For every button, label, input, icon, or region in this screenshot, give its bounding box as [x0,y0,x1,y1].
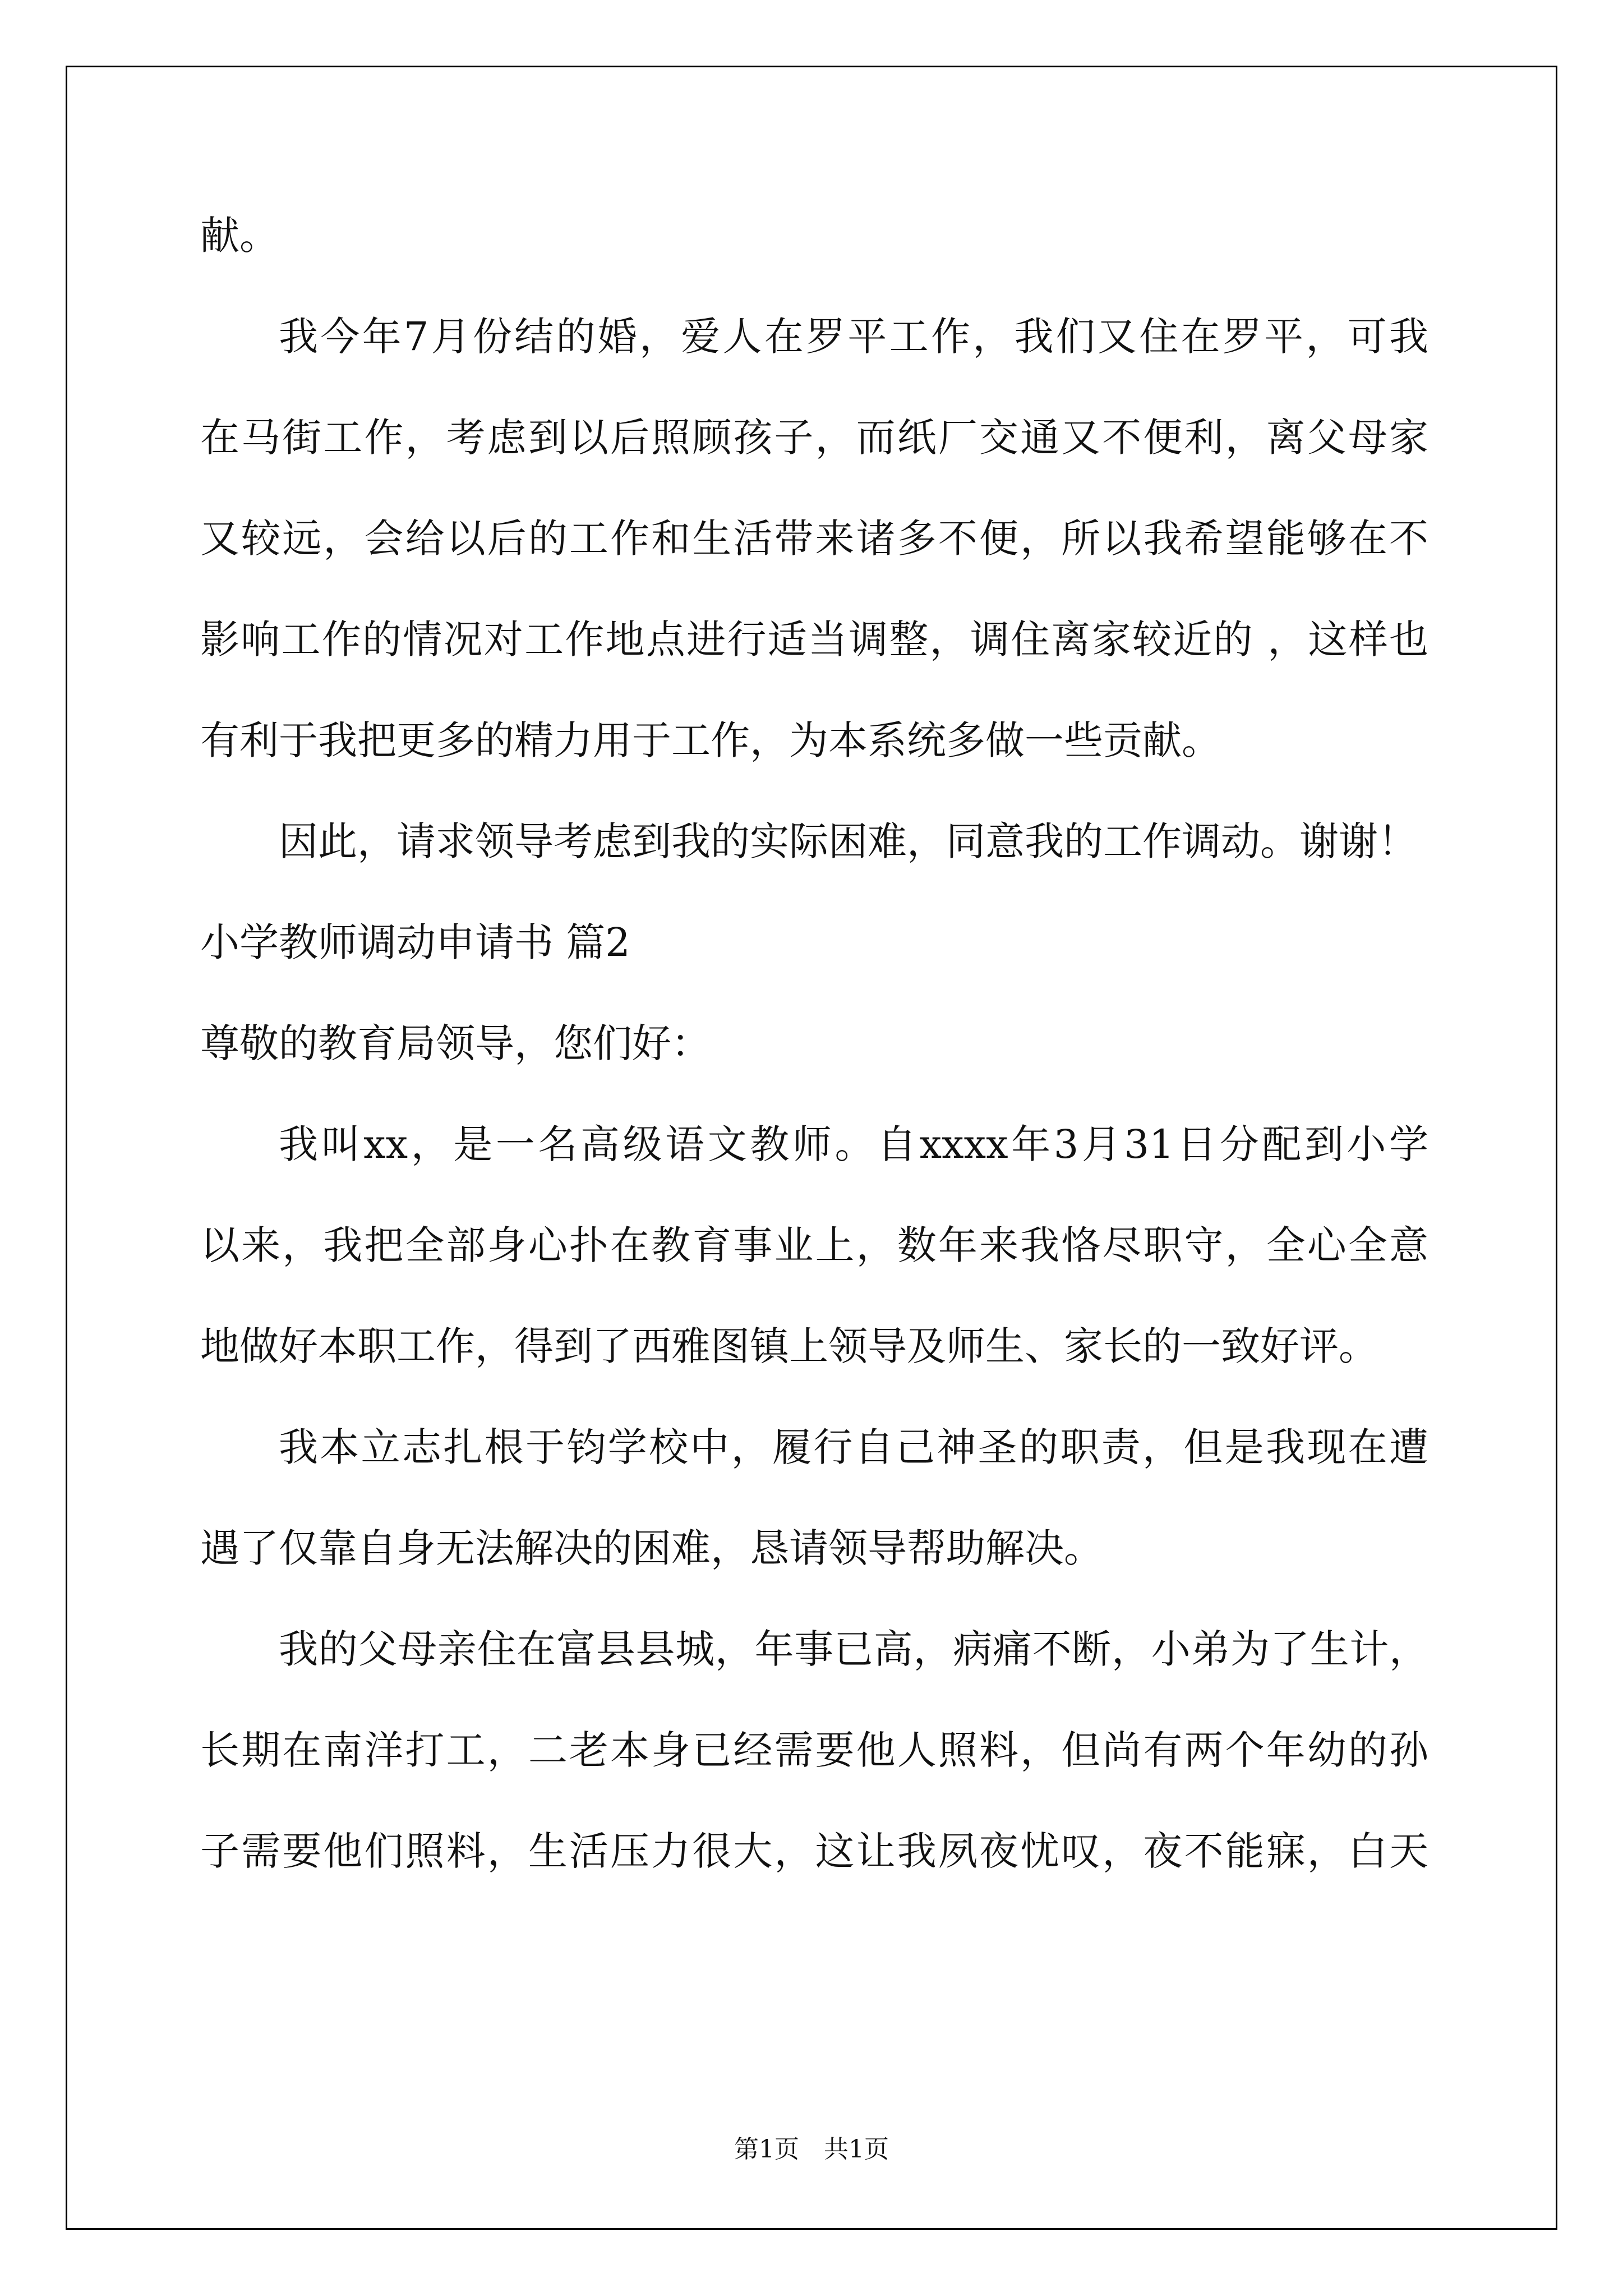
text-line: 长期在南洋打工，二老本身已经需要他人照料，但尚有两个年幼的孙 [200,1727,1428,1773]
text-line: 有利于我把更多的精力用于工作，为本系统多做一些贡献。 [200,717,1221,763]
text-line: 我的父母亲住在富县县城，年事已高，病痛不断，小弟为了生计， [279,1626,1428,1672]
text-line: 以来，我把全部身心扑在教育事业上，数年来我恪尽职守，全心全意 [200,1222,1428,1268]
salutation: 尊敬的教育局领导，您们好： [200,1020,711,1066]
text-line: 子需要他们照料，生活压力很大，这让我夙夜忧叹，夜不能寐，白天 [200,1828,1428,1874]
section-heading: 小学教师调动申请书 篇2 [200,919,630,965]
text-line: 我今年7月份结的婚，爱人在罗平工作，我们又住在罗平，可我 [279,314,1428,360]
text-line: 我本立志扎根于钧学校中，履行自己神圣的职责，但是我现在遭 [279,1424,1428,1470]
text-line: 我叫xx，是一名高级语文教师。自xxxx年3月31日分配到小学 [279,1121,1428,1167]
page-footer: 第1页 共1页 [734,2135,889,2164]
text-line: 献。 [200,213,279,259]
text-line: 地做好本职工作，得到了西雅图镇上领导及师生、家长的一致好评。 [200,1323,1378,1369]
text-line: 影响工作的情况对工作地点进行适当调整，调住离家较近的 ，这样也 [200,616,1428,662]
document-body [200,202,1428,1918]
text-line: 在马街工作，考虑到以后照顾孩子，而纸厂交通又不便利，离父母家 [200,415,1428,461]
text-line: 因此，请求领导考虑到我的实际困难，同意我的工作调动。谢谢！ [279,818,1417,864]
text-line: 遇了仅靠自身无法解决的困难，恳请领导帮助解决。 [200,1525,1103,1571]
text-line: 又较远，会给以后的工作和生活带来诸多不便，所以我希望能够在不 [200,516,1428,562]
